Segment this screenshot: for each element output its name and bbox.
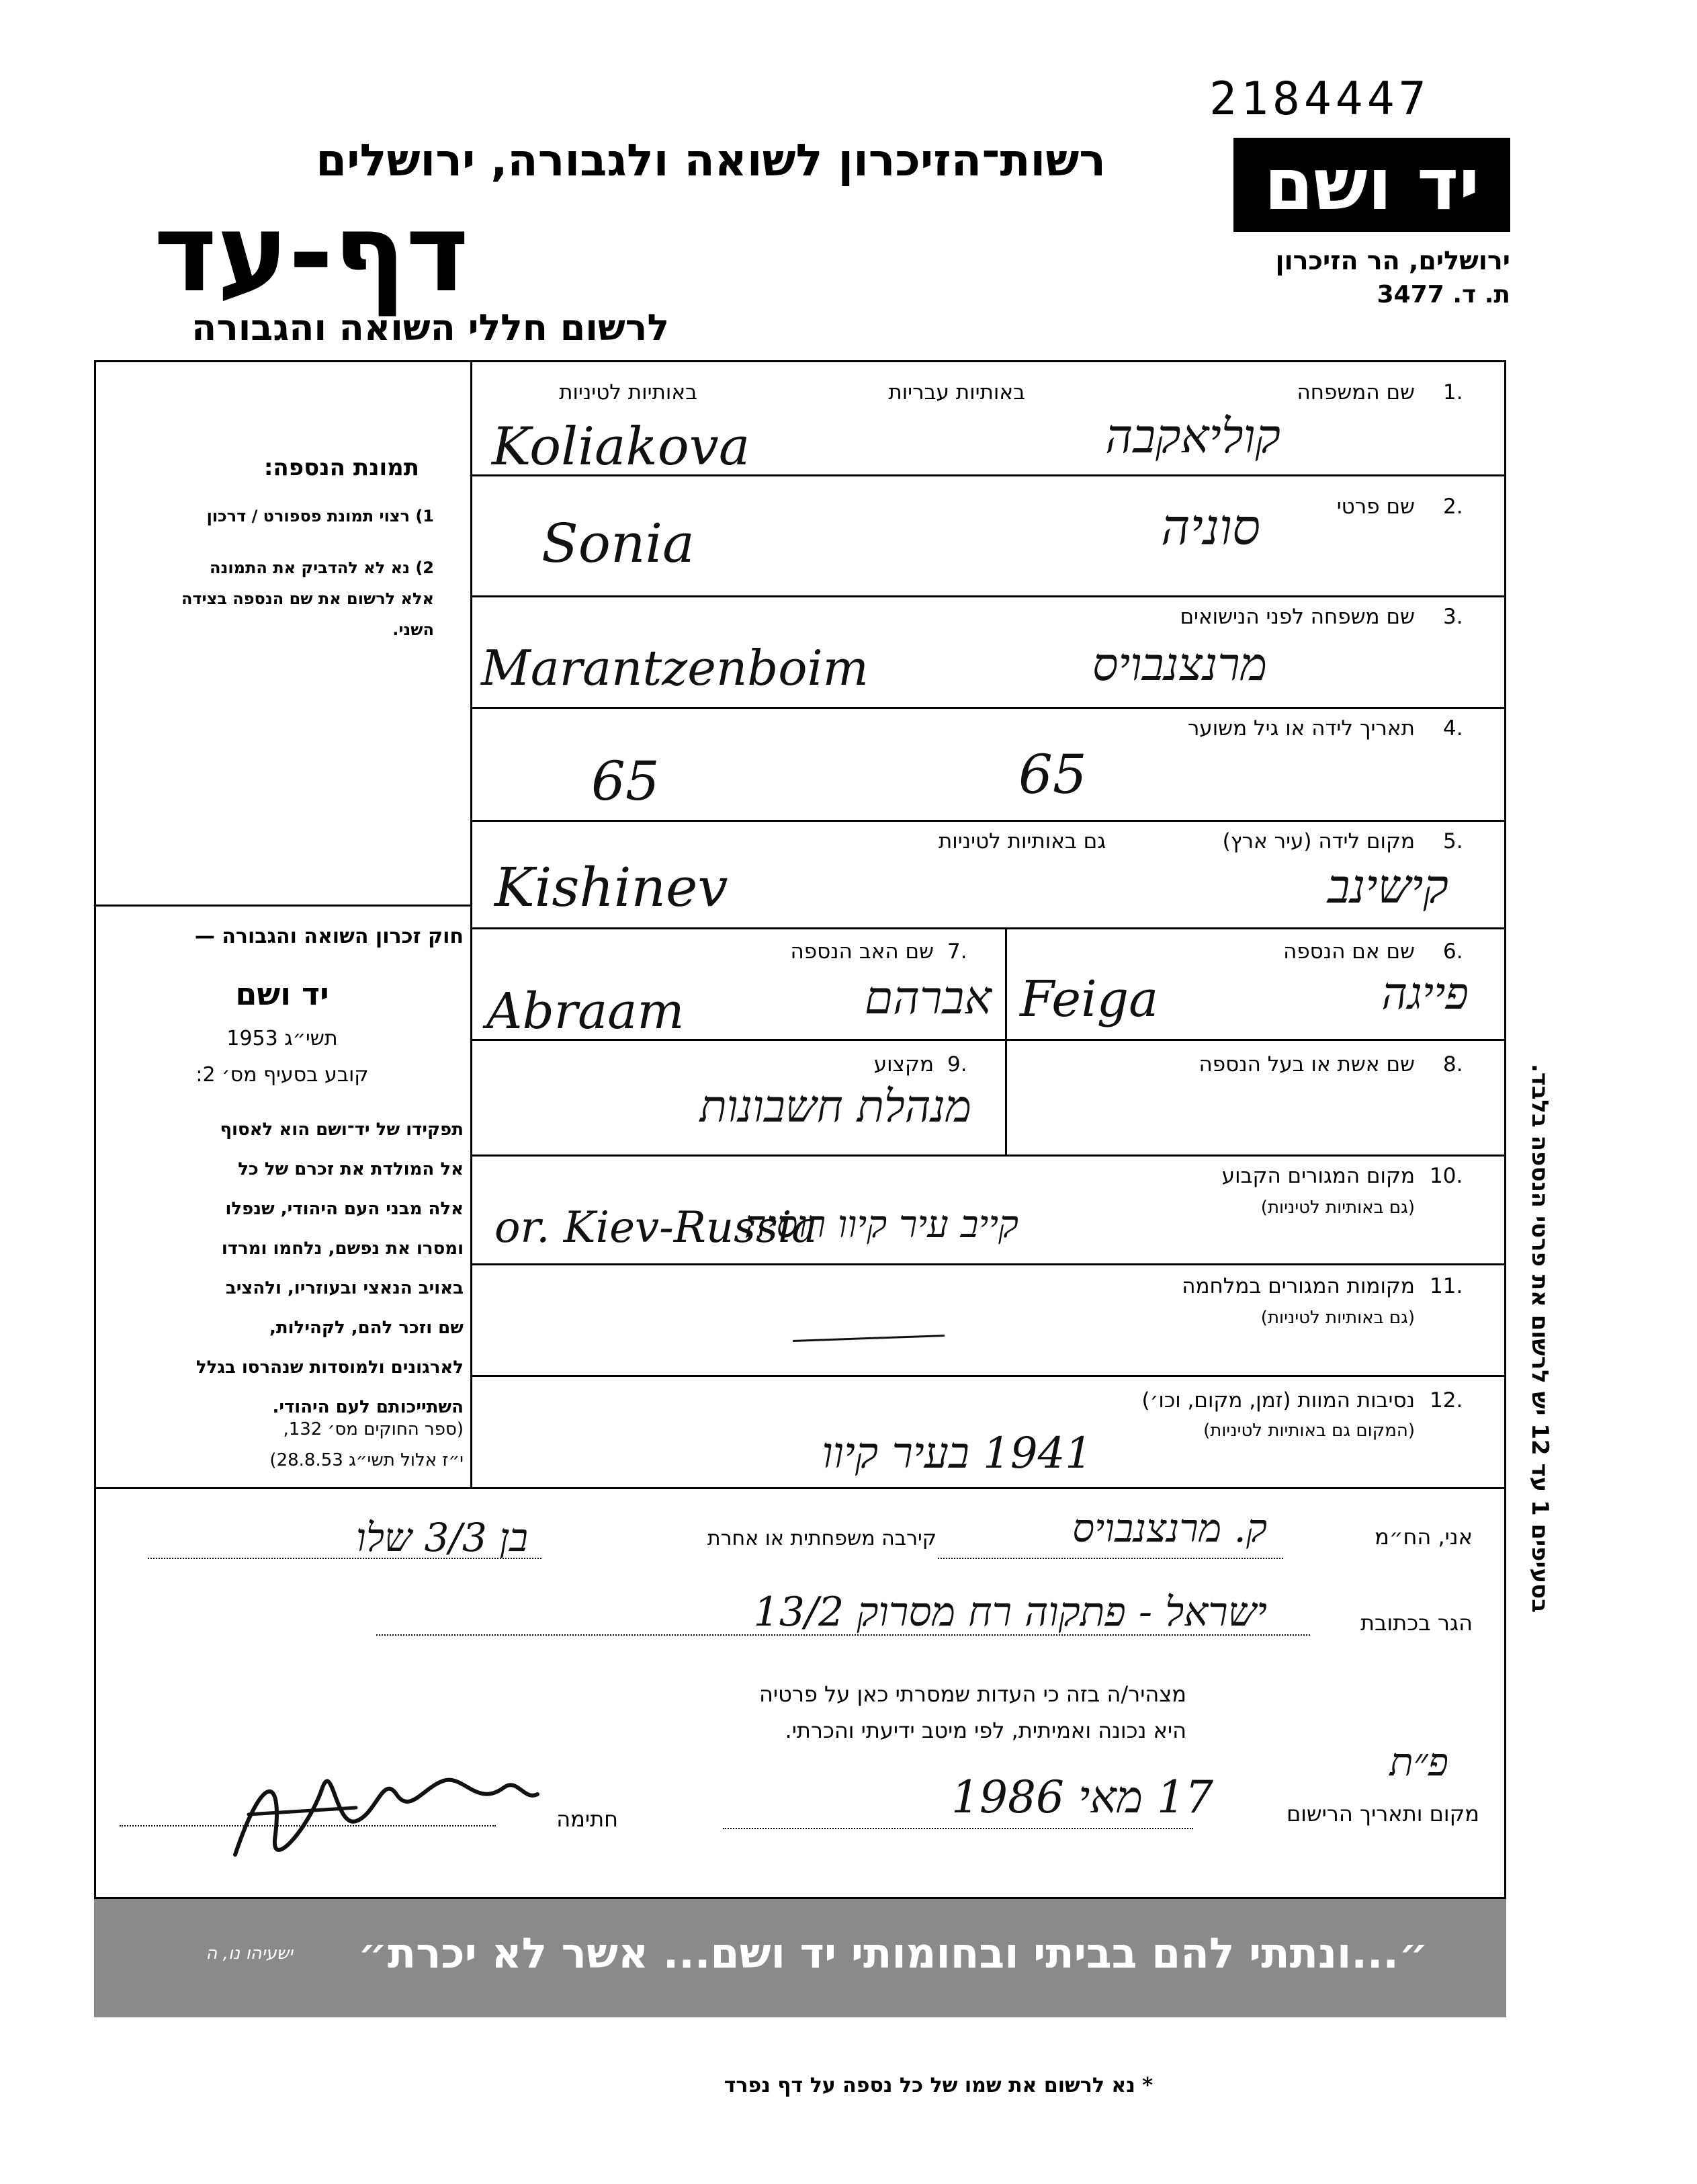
field-10-latin-value: or. Kiev-Russia	[494, 1203, 818, 1253]
field-10-hint: (גם באותיות לטיניות)	[1260, 1198, 1415, 1218]
field-4-value-2: 65	[1018, 743, 1087, 806]
field-3-number: 3.	[1443, 605, 1463, 629]
side-note: בסעיפים 1 עד 12 יש לרשום את פרטי הנספה בלבד.	[1526, 1063, 1553, 1613]
law-body-line-2: אל המולדת את זכרם של כל	[238, 1159, 464, 1179]
law-body-line-5: באויב הנאצי ובעוזריו, ולהציב	[225, 1278, 464, 1298]
row-divider-3	[470, 707, 1506, 709]
law-body-line-7: לארגונים ולמוסדות שנהרסו בגלל	[195, 1357, 464, 1378]
place-date-underline	[723, 1828, 1193, 1829]
field-7-number: 7.	[947, 939, 967, 964]
row-divider-9	[470, 1375, 1506, 1377]
law-year: תשי״ג 1953	[226, 1027, 338, 1050]
field-12-label: נסיבות המוות (זמן, מקום, וכו׳)	[1141, 1388, 1415, 1413]
law-body-line-8: השתייכותם לעם היהודי.	[272, 1397, 464, 1417]
field-12-hebrew-value: 1941 בעיר קיוו	[822, 1429, 1092, 1478]
law-name: יד ושם	[235, 976, 329, 1012]
date-value: 17 מאי 1986	[951, 1771, 1213, 1823]
field-2-label: שם פרטי	[1336, 495, 1415, 519]
law-source-1: (ספר החוקים מס׳ 132,	[283, 1419, 464, 1439]
signature-label: חתימה	[556, 1806, 618, 1832]
field-1-number: 1.	[1443, 380, 1463, 405]
field-1-hebrew-hint: באותיות עבריות	[888, 380, 1025, 405]
logo-text: יד ושם	[1264, 143, 1480, 226]
form-subtitle: לרשום חללי השואה והגבורה	[191, 306, 669, 349]
field-4-value-1: 65	[591, 750, 660, 812]
field-12-hint: (המקום גם באותיות לטיניות)	[1203, 1421, 1415, 1441]
address-label: הגר בכתובת	[1360, 1610, 1473, 1636]
field-3-latin-value: Marantzenboim	[481, 640, 869, 696]
column-divider	[470, 360, 472, 1489]
signature-image	[222, 1747, 558, 1882]
field-1-latin-hint: באותיות לטיניות	[559, 380, 697, 405]
law-body-line-6: שם וזכר להם, לקהילות,	[269, 1318, 464, 1338]
left-box-divider	[94, 905, 470, 907]
field-8-number: 8.	[1443, 1052, 1463, 1077]
row-divider-10	[94, 1487, 1506, 1489]
row-divider-7	[470, 1154, 1506, 1157]
banner-source: ישעיהו נו, ה	[206, 1943, 293, 1964]
field-6-number: 6.	[1443, 939, 1463, 964]
field-9-label: מקצוע	[873, 1052, 934, 1077]
address-line-1: ירושלים, הר הזיכרון	[1275, 246, 1510, 276]
field-10-hebrew-value: קייב עיר קיוו רוסיה	[744, 1203, 1018, 1247]
field-5-label: מקום לידה (עיר ארץ)	[1222, 829, 1415, 853]
field-5-latin-hint: גם באותיות לטיניות	[938, 829, 1106, 853]
relation-value: בן 3/3 שלו	[356, 1515, 528, 1560]
photo-note-2-line-3: השני.	[392, 620, 434, 639]
footer-note: * נא לרשום את שמו של כל נספה על דף נפרד	[724, 2074, 1153, 2097]
law-section: קובע בסעיף מס׳ 2:	[195, 1063, 369, 1087]
field-5-hebrew-value: קישינב	[1327, 859, 1448, 914]
photo-note-1-text: רצוי תמונת פספורט / דרכון	[206, 507, 410, 526]
photo-note-2-num: 2)	[415, 558, 434, 577]
field-6-hebrew-value: פייגה	[1381, 968, 1469, 1019]
banner-quote: ״...ונתתי להם בביתי ובחומותי יד ושם... אשר לא יכרת״	[357, 1929, 1428, 1978]
field-12-number: 12.	[1430, 1388, 1463, 1413]
photo-note-2-line-2: אלא לרשום את שם הנספה בצידה	[181, 589, 434, 608]
place-date-label: מקום ותאריך הרישום	[1286, 1801, 1479, 1826]
declarant-label: אני, הח״מ	[1375, 1524, 1473, 1550]
field-2-number: 2.	[1443, 495, 1463, 519]
field-7-hebrew-value: אברהם	[864, 972, 992, 1025]
field-4-label: תאריך לידה או גיל משוער	[1187, 716, 1415, 741]
photo-note-1-num: 1)	[415, 507, 434, 526]
field-9-number: 9.	[947, 1052, 967, 1077]
field-8-label: שם אשת או בעל הנספה	[1199, 1052, 1415, 1077]
declarant-underline	[938, 1558, 1283, 1559]
field-7-latin-value: Abraam	[486, 982, 685, 1040]
field-1-label: שם המשפחה	[1297, 380, 1415, 405]
field-10-number: 10.	[1430, 1164, 1463, 1188]
photo-note-2-line-1: נא לא להדביק את התמונה	[209, 558, 410, 577]
law-body-line-3: אלה מבני העם היהודי, שנפלו	[225, 1199, 464, 1219]
law-body-line-1: תפקידו של יד־ושם הוא לאסוף	[220, 1120, 464, 1140]
statement-line-2: היא נכונה ואמיתית, לפי מיטב ידיעתי והכרתי.	[785, 1718, 1186, 1743]
law-body	[107, 1110, 464, 1427]
law-heading: חוק זכרון השואה והגבורה —	[194, 925, 464, 948]
law-source-2: י״ז אלול תשי״ג 28.8.53)	[269, 1450, 464, 1470]
mid-divider	[1005, 927, 1007, 1154]
address-line-2: ת. ד. 3477	[1377, 281, 1510, 308]
declarant-value: ק. מרנצנבויס	[1072, 1505, 1267, 1551]
field-5-number: 5.	[1443, 829, 1463, 853]
statement-line-1: מצהיר/ה בזה כי העדות שמסרתי כאן על פרטיה	[759, 1681, 1186, 1707]
field-9-hebrew-value: מנהלת חשבונות	[699, 1081, 971, 1132]
law-body-line-4: ומסרו את נפשם, נלחמו ומרדו	[221, 1238, 464, 1259]
field-5-latin-value: Kishinev	[494, 856, 728, 919]
field-4-number: 4.	[1443, 716, 1463, 741]
relation-label: קירבה משפחתית או אחרת	[707, 1527, 937, 1550]
photo-note-2	[85, 552, 434, 645]
field-11-number: 11.	[1430, 1274, 1463, 1298]
serial-number: 2184447	[1209, 73, 1430, 126]
field-1-hebrew-value: קוליאקבה	[1105, 409, 1280, 464]
field-11-label: מקומות המגורים במלחמה	[1182, 1274, 1415, 1298]
row-divider-4	[470, 820, 1506, 822]
field-10-label: מקום המגורים הקבוע	[1221, 1164, 1415, 1188]
field-3-hebrew-value: מרנצנבויס	[1092, 638, 1267, 691]
field-3-label: שם משפחה לפני הנישואים	[1180, 605, 1415, 629]
photo-note-1	[207, 507, 434, 526]
row-divider-2	[470, 595, 1506, 597]
field-1-latin-value: Koliakova	[492, 417, 750, 477]
org-title: רשות־הזיכרון לשואה ולגבורה, ירושלים	[316, 134, 1106, 186]
field-7-label: שם האב הנספה	[790, 939, 934, 964]
field-6-latin-value: Feiga	[1020, 970, 1159, 1028]
field-11-hint: (גם באותיות לטיניות)	[1260, 1308, 1415, 1328]
photo-title: תמונת הנספה:	[263, 454, 419, 481]
row-divider-8	[470, 1263, 1506, 1265]
form-title: דף-עד	[153, 190, 469, 316]
field-2-latin-value: Sonia	[541, 512, 695, 575]
field-6-label: שם אם הנספה	[1283, 939, 1415, 964]
field-2-hebrew-value: סוניה	[1161, 499, 1260, 556]
address-value: ישראל - פתקוה רח מסרוק 13/2	[753, 1589, 1267, 1636]
place-value: פ״ת	[1389, 1739, 1448, 1785]
row-divider-5	[470, 927, 1506, 929]
